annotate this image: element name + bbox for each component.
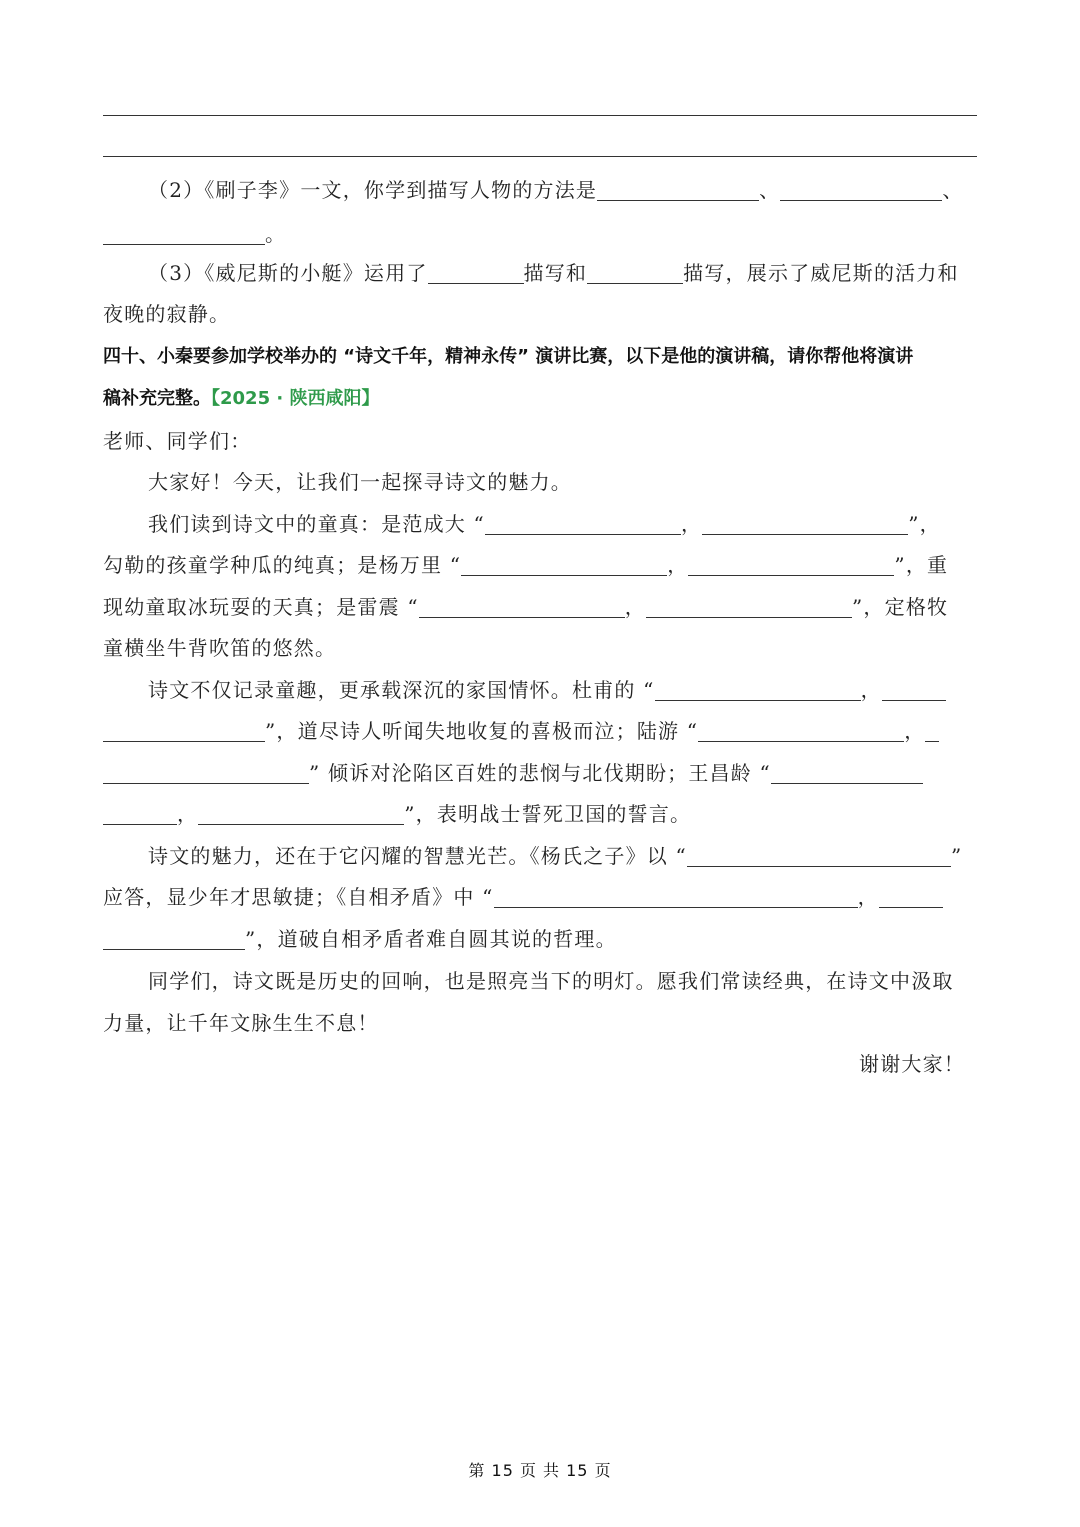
closing bbox=[103, 1050, 965, 1078]
answer-blank[interactable] bbox=[103, 721, 265, 742]
paragraph-text: 应答，显少年才思敏捷；《自相矛盾》中 “ bbox=[103, 885, 494, 909]
answer-blank[interactable] bbox=[687, 846, 951, 867]
paragraph-2-line-2 bbox=[103, 551, 977, 579]
item-3-text: （3）《威尼斯的小艇》运用了 bbox=[148, 261, 428, 285]
paragraph-text: 我们读到诗文中的童真：是范成大 “ bbox=[148, 512, 485, 536]
item-2-text: （2）《刷子李》一文，你学到描写人物的方法是 bbox=[148, 178, 598, 202]
answer-blank[interactable] bbox=[597, 180, 759, 201]
paragraph-3-line-4 bbox=[103, 800, 977, 828]
answer-blank[interactable] bbox=[103, 224, 265, 245]
paragraph-text: ， bbox=[624, 595, 646, 619]
answer-blank[interactable] bbox=[103, 929, 245, 950]
answer-blank[interactable] bbox=[419, 597, 625, 618]
paragraph-text: 童横坐牛背吹笛的悠然。 bbox=[103, 636, 337, 660]
item-2-line bbox=[148, 176, 977, 204]
question-title-text: 稿补充完整。 bbox=[103, 388, 211, 409]
paragraph-4-line-1 bbox=[148, 842, 977, 870]
answer-blank[interactable] bbox=[103, 763, 309, 784]
question-40-title bbox=[103, 344, 977, 370]
paragraph-text: 现幼童取冰玩耍的天真；是雷震 “ bbox=[103, 595, 419, 619]
paragraph-2-line-1 bbox=[148, 510, 977, 538]
question-title-text: 四十、小秦要参加学校举办的 “诗文千年，精神永传” 演讲比赛，以下是他的演讲稿，请你帮他将演讲 bbox=[103, 346, 914, 367]
period: 。 bbox=[265, 222, 287, 246]
paragraph-text: 诗文的魅力，还在于它闪耀的智慧光芒。《杨氏之子》以 “ bbox=[148, 844, 687, 868]
paragraph-text: ”， bbox=[908, 512, 941, 536]
paragraph-text: ， bbox=[860, 678, 882, 702]
answer-rule bbox=[103, 156, 977, 157]
answer-blank[interactable] bbox=[688, 555, 894, 576]
item-3-line bbox=[148, 259, 977, 287]
item-3-text: 描写和 bbox=[523, 261, 588, 285]
paragraph-text: ”，道破自相矛盾者难自圆其说的哲理。 bbox=[245, 927, 617, 951]
paragraph-3-line-1 bbox=[148, 676, 977, 704]
paragraph-3-line-3 bbox=[103, 759, 977, 787]
page-number: 第 15 页 共 15 页 bbox=[468, 1461, 612, 1480]
answer-blank[interactable] bbox=[103, 804, 177, 825]
paragraph-text: ” bbox=[950, 844, 963, 868]
paragraph-4-line-3 bbox=[103, 925, 977, 953]
answer-blank[interactable] bbox=[646, 597, 852, 618]
paragraph-5-line-2 bbox=[103, 1009, 977, 1037]
answer-blank[interactable] bbox=[587, 263, 683, 284]
answer-blank[interactable] bbox=[485, 514, 681, 535]
paragraph-3-line-2 bbox=[103, 717, 977, 745]
paragraph-text: ”，表明战士誓死卫国的誓言。 bbox=[404, 802, 692, 826]
answer-blank[interactable] bbox=[494, 887, 858, 908]
answer-blank[interactable] bbox=[780, 180, 942, 201]
paragraph-text: 力量，让千年文脉生生不息！ bbox=[103, 1011, 379, 1035]
item-3-line-2 bbox=[103, 300, 977, 328]
item-3-text: 夜晚的寂静。 bbox=[103, 302, 231, 326]
item-3-text: 描写，展示了威尼斯的活力和 bbox=[683, 261, 959, 285]
answer-blank[interactable] bbox=[655, 680, 861, 701]
paragraph-text: ” 倾诉对沦陷区百姓的悲悯与北伐期盼；王昌龄 “ bbox=[309, 761, 771, 785]
question-40-title-2 bbox=[103, 386, 977, 412]
item-2-line-2 bbox=[103, 220, 977, 248]
paragraph-text: ， bbox=[904, 719, 926, 743]
answer-blank[interactable] bbox=[771, 763, 923, 784]
answer-blank[interactable] bbox=[428, 263, 524, 284]
paragraph-2-line-3 bbox=[103, 593, 977, 621]
paragraph-text: ， bbox=[857, 885, 879, 909]
paragraph-2-line-4 bbox=[103, 634, 977, 662]
paragraph-text: ”，定格牧 bbox=[852, 595, 949, 619]
page-footer bbox=[0, 1458, 1080, 1481]
answer-blank[interactable] bbox=[702, 514, 908, 535]
paragraph-text: ”，道尽诗人听闻失地收复的喜极而泣；陆游 “ bbox=[265, 719, 699, 743]
answer-blank[interactable] bbox=[198, 804, 404, 825]
paragraph-4-line-2 bbox=[103, 883, 977, 911]
paragraph-text: ， bbox=[667, 553, 689, 577]
paragraph-text: ， bbox=[177, 802, 199, 826]
paragraph-text: 诗文不仅记录童趣，更承载深沉的家国情怀。杜甫的 “ bbox=[148, 678, 655, 702]
salutation-text: 老师、同学们： bbox=[103, 429, 252, 453]
paragraph-text: ”，重 bbox=[894, 553, 949, 577]
answer-blank[interactable] bbox=[882, 680, 946, 701]
paragraph-1 bbox=[148, 468, 977, 496]
salutation bbox=[103, 427, 977, 455]
paragraph-text: ， bbox=[680, 512, 703, 536]
answer-blank[interactable] bbox=[879, 887, 943, 908]
paragraph-text: 同学们，诗文既是历史的回响，也是照亮当下的明灯。愿我们常读经典，在诗文中汲取 bbox=[148, 969, 954, 993]
answer-blank[interactable] bbox=[461, 555, 667, 576]
closing-text: 谢谢大家！ bbox=[859, 1052, 965, 1076]
answer-blank[interactable] bbox=[698, 721, 904, 742]
source-tag: 【2025 · 陕西咸阳】 bbox=[211, 388, 380, 409]
paragraph-text: 大家好！今天，让我们一起探寻诗文的魅力。 bbox=[148, 470, 572, 494]
separator: 、 bbox=[759, 178, 781, 202]
paragraph-text: 勾勒的孩童学种瓜的纯真；是杨万里 “ bbox=[103, 553, 462, 577]
separator: 、 bbox=[942, 178, 964, 202]
answer-rule bbox=[103, 115, 977, 116]
paragraph-5-line-1 bbox=[148, 967, 977, 995]
answer-blank[interactable] bbox=[925, 721, 939, 742]
